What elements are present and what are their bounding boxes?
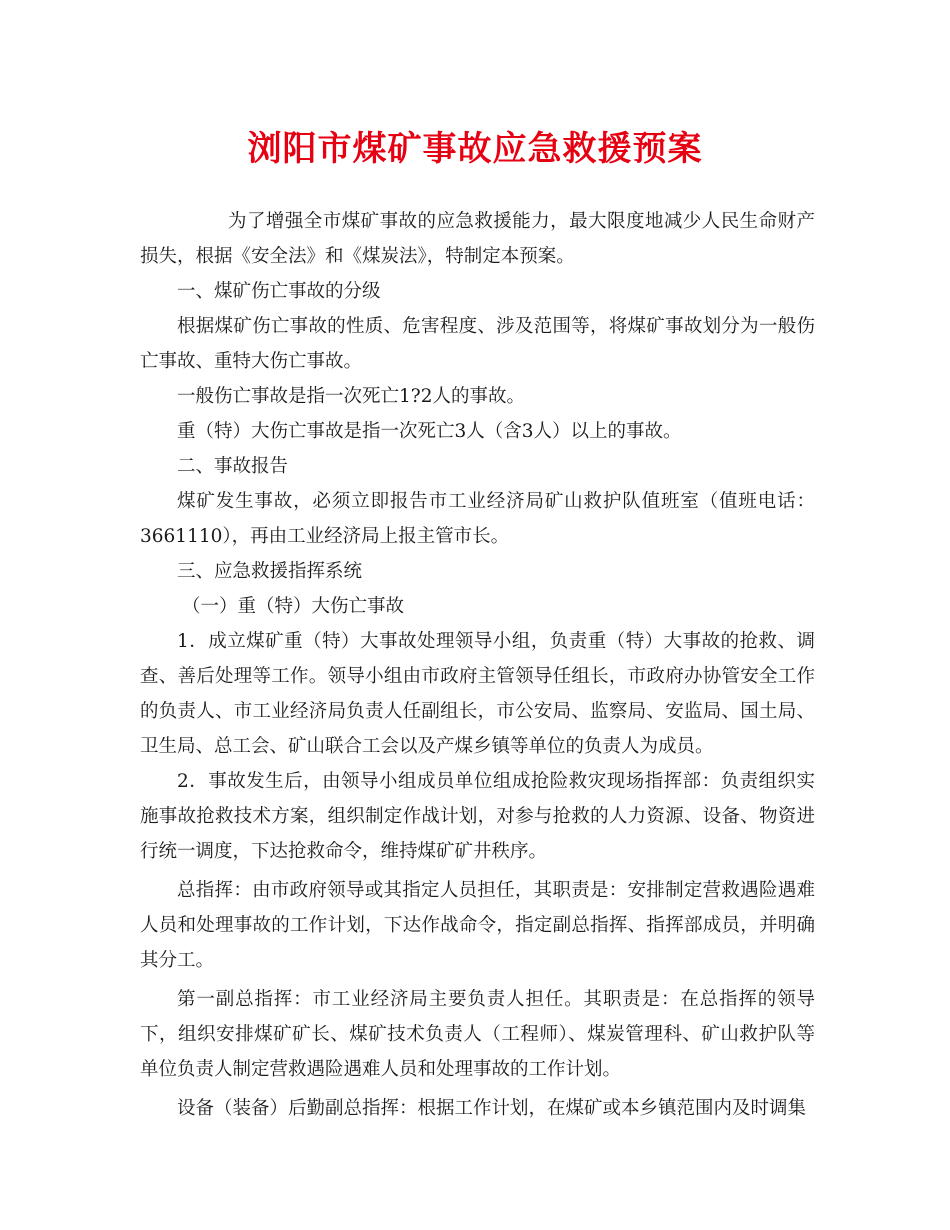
document-title: 浏阳市煤矿事故应急救援预案: [247, 129, 703, 169]
paragraph-item-1: 1．成立煤矿重（特）大事故处理领导小组，负责重（特）大事故的抢救、调查、善后处理等工作。领导小组由市政府主管领导任组长，市政府办协管安全工作的负责人、市工业经济局负责人任副组长，市公安局、监察局、安监局、国土局、卫生局、总工会、矿山联合工会以及产煤乡镇等单位的负责人为成员。: [140, 631, 815, 757]
document-body: [140, 204, 815, 1126]
section-heading-1: 一、煤矿伤亡事故的分级: [177, 281, 381, 302]
section-heading-3: 三、应急救援指挥系统: [177, 561, 363, 582]
paragraph-logistics-deputy: 设备（装备）后勤副总指挥：根据工作计划，在煤矿或本乡镇范围内及时调集: [177, 1098, 807, 1119]
paragraph-report: 煤矿发生事故，必须立即报告市工业经济局矿山救护队值班室（值班电话：3661110），再由工业经济局上报主管市长。: [140, 491, 815, 547]
paragraph-general-accident: 一般伤亡事故是指一次死亡1?2人的事故。: [177, 386, 525, 407]
paragraph-item-2: 2．事故发生后，由领导小组成员单位组成抢险救灾现场指挥部：负责组织实施事故抢救技术方案，组织制定作战计划，对参与抢救的人力资源、设备、物资进行统一调度，下达抢救命令，维持煤矿矿井秩序。: [140, 771, 815, 862]
subsection-heading-1: （一）重（特）大伤亡事故: [182, 596, 405, 617]
paragraph-classification: 根据煤矿伤亡事故的性质、危害程度、涉及范围等，将煤矿事故划分为一般伤亡事故、重特大伤亡事故。: [140, 316, 815, 372]
paragraph-major-accident: 重（特）大伤亡事故是指一次死亡3人（含3人）以上的事故。: [177, 421, 682, 442]
intro-paragraph: 为了增强全市煤矿事故的应急救援能力，最大限度地减少人民生命财产损失，根据《安全法》和《煤炭法》，特制定本预案。: [140, 211, 815, 267]
paragraph-first-deputy: 第一副总指挥：市工业经济局主要负责人担任。其职责是：在总指挥的领导下，组织安排煤矿矿长、煤矿技术负责人（工程师）、煤炭管理科、矿山救护队等单位负责人制定营救遇险遇难人员和处理事故的工作计划。: [140, 989, 815, 1080]
section-heading-2: 二、事故报告: [177, 456, 289, 477]
paragraph-chief-commander: 总指挥：由市政府领导或其指定人员担任，其职责是：安排制定营救遇险遇难人员和处理事故的工作计划，下达作战命令，指定副总指挥、指挥部成员，并明确其分工。: [140, 880, 815, 971]
